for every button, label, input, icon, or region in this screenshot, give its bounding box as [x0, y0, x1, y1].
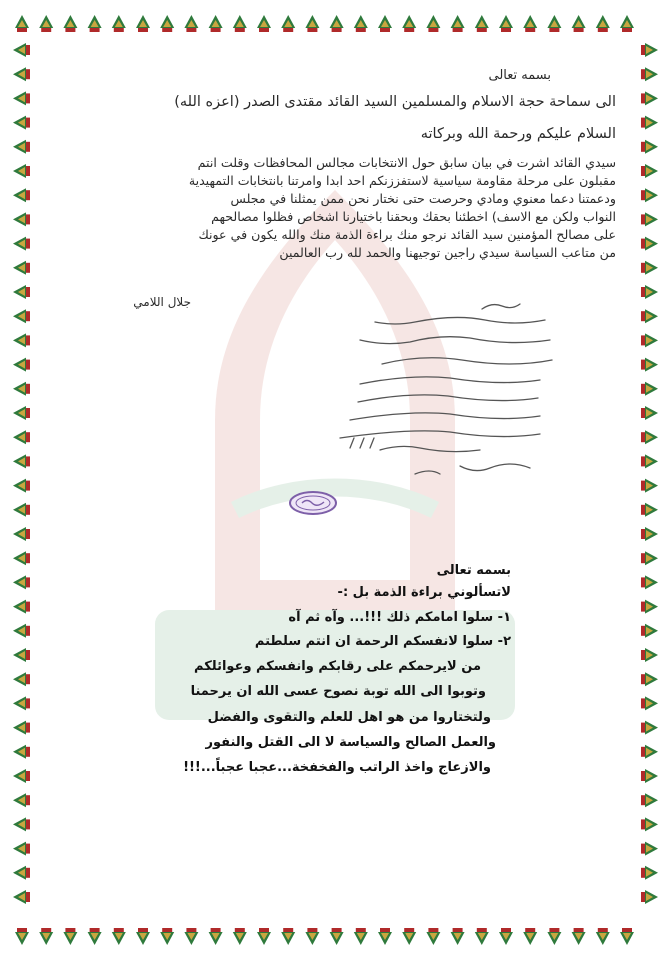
border-motif	[13, 769, 30, 783]
letter-body-line: مقبلون على مرحلة مقاومة سياسية لاستفززنكم احد ابدا وامرتنا بانتخابات التمهيدية	[188, 173, 616, 188]
border-motif	[13, 140, 30, 154]
border-motif	[378, 15, 392, 32]
border-motif	[620, 15, 634, 32]
border-motif	[641, 672, 658, 686]
border-motif	[641, 333, 658, 347]
border-motif	[641, 745, 658, 759]
border-motif	[641, 164, 658, 178]
border-motif	[547, 15, 561, 32]
border-motif	[641, 648, 658, 662]
border-motif	[15, 15, 29, 32]
border-motif	[281, 928, 295, 945]
border-motif	[641, 116, 658, 130]
border-motif	[641, 358, 658, 372]
border-motif	[13, 600, 30, 614]
border-motif	[641, 624, 658, 638]
border-motif	[13, 406, 30, 420]
letter-signature: جلال اللامي	[133, 295, 191, 309]
border-motif	[13, 551, 30, 565]
border-motif	[547, 928, 561, 945]
border-motif	[451, 928, 465, 945]
border-motif	[641, 188, 658, 202]
border-motif	[596, 15, 610, 32]
border-motif	[641, 527, 658, 541]
letter-body-line: سيدي القائد اشرت في بيان سابق حول الانتخابات مجالس المحافظات وقلت انتم	[197, 155, 616, 170]
border-motif	[13, 842, 30, 856]
border-motif	[330, 15, 344, 32]
border-motif	[641, 600, 658, 614]
border-motif	[13, 285, 30, 299]
reply-line: ولتختاروا من هو اهل للعلم والتقوى والفضل	[207, 710, 491, 725]
border-motif	[281, 15, 295, 32]
border-motif	[354, 15, 368, 32]
border-motif	[451, 15, 465, 32]
border-motif	[641, 503, 658, 517]
handwritten-reply-image	[290, 298, 570, 488]
border-motif	[13, 696, 30, 710]
border-motif	[305, 15, 319, 32]
reply-line: من لايرحمكم على رقابكم وانفسكم وعوائلكم	[194, 659, 481, 674]
border-motif	[257, 928, 271, 945]
seal-stamp	[288, 490, 338, 516]
border-motif	[13, 91, 30, 105]
border-motif	[641, 261, 658, 275]
reply-line: ٢- سلوا لانفسكم الرحمة ان انتم سلطتم	[254, 634, 511, 649]
border-motif	[209, 928, 223, 945]
letter-body-line: على مصالح المؤمنين سيد القائد نرجو منك براءة الذمة منك والله يكون في عونك	[198, 227, 616, 242]
border-motif	[136, 15, 150, 32]
border-motif	[13, 721, 30, 735]
border-motif	[13, 624, 30, 638]
border-motif	[13, 116, 30, 130]
border-motif	[641, 406, 658, 420]
letter-body-line: من متاعب السياسة سيدي راجين توجيهنا والحمد لله رب العالمين	[279, 245, 616, 260]
border-motif	[13, 212, 30, 226]
border-motif	[88, 15, 102, 32]
letter-body	[56, 154, 616, 262]
border-motif	[160, 15, 174, 32]
border-motif	[209, 15, 223, 32]
border-motif	[499, 928, 513, 945]
border-motif	[641, 237, 658, 251]
border-motif	[523, 15, 537, 32]
border-motif	[641, 285, 658, 299]
border-motif	[13, 575, 30, 589]
border-motif	[641, 430, 658, 444]
border-motif	[330, 928, 344, 945]
border-motif	[641, 454, 658, 468]
border-motif	[641, 140, 658, 154]
border-motif	[13, 793, 30, 807]
border-motif	[13, 479, 30, 493]
reply-line: وتوبوا الى الله توبة نصوح عسى الله ان يرحمنا	[190, 684, 486, 699]
border-motif	[354, 928, 368, 945]
border-motif	[641, 793, 658, 807]
border-motif	[641, 866, 658, 880]
border-motif	[13, 454, 30, 468]
letter-greeting: السلام عليكم ورحمة الله وبركاته	[420, 126, 616, 142]
border-motif	[641, 91, 658, 105]
border-motif	[641, 696, 658, 710]
reply-line: ١- سلوا امامكم ذلك !!!... وآه ثم آه	[288, 610, 511, 625]
border-motif	[13, 237, 30, 251]
letter-addressee: الى سماحة حجة الاسلام والمسلمين السيد القائد مقتدى الصدر (اعزه الله)	[174, 94, 616, 110]
border-motif	[88, 928, 102, 945]
letter-basmala: بسمه تعالى	[488, 68, 551, 83]
border-motif	[233, 15, 247, 32]
border-motif	[641, 212, 658, 226]
border-motif	[13, 430, 30, 444]
border-motif	[641, 769, 658, 783]
border-motif	[641, 382, 658, 396]
border-motif	[641, 575, 658, 589]
border-motif	[305, 928, 319, 945]
border-motif	[378, 928, 392, 945]
border-motif	[13, 164, 30, 178]
border-motif	[160, 928, 174, 945]
border-motif	[233, 928, 247, 945]
border-motif	[641, 309, 658, 323]
border-motif	[63, 15, 77, 32]
border-motif	[620, 928, 634, 945]
border-motif	[13, 527, 30, 541]
border-motif	[641, 43, 658, 57]
border-motif	[13, 67, 30, 81]
border-motif	[13, 890, 30, 904]
border-motif	[572, 15, 586, 32]
border-motif	[641, 479, 658, 493]
border-motif	[641, 890, 658, 904]
border-motif	[13, 43, 30, 57]
reply-basmala: بسمه تعالى	[436, 563, 511, 578]
letter-body-line: ودعمتنا دعما معنوي ومادي وحرصت حتى نختار نحن ممن يمثلنا في مجلس	[230, 191, 616, 206]
border-motif	[402, 15, 416, 32]
border-motif	[641, 67, 658, 81]
border-motif	[641, 842, 658, 856]
border-motif	[426, 928, 440, 945]
border-motif	[136, 928, 150, 945]
border-motif	[13, 866, 30, 880]
border-motif	[13, 648, 30, 662]
border-motif	[39, 15, 53, 32]
reply-question: لاتسألوني براءة الذمة بل :-	[337, 585, 511, 600]
letter-body-line: النواب ولكن مع الاسف) اخطئنا بحقك وبحقنا باختيارنا اشخاص فظلوا مصالحهم	[211, 209, 616, 224]
border-motif	[184, 15, 198, 32]
border-motif	[112, 15, 126, 32]
border-motif	[641, 551, 658, 565]
border-motif	[475, 15, 489, 32]
border-motif	[426, 15, 440, 32]
border-motif	[13, 188, 30, 202]
border-motif	[15, 928, 29, 945]
border-motif	[641, 721, 658, 735]
border-motif	[13, 817, 30, 831]
reply-line: والعمل الصالح والسياسة لا الى القتل والنفور	[205, 735, 496, 750]
border-motif	[641, 817, 658, 831]
border-motif	[475, 928, 489, 945]
border-motif	[13, 261, 30, 275]
border-motif	[572, 928, 586, 945]
border-motif	[13, 333, 30, 347]
border-motif	[13, 309, 30, 323]
border-motif	[13, 358, 30, 372]
border-motif	[13, 745, 30, 759]
border-motif	[523, 928, 537, 945]
reply-line: والازعاج واخذ الراتب والفخفخة...عجبا عجباً...!!!	[183, 760, 491, 775]
border-motif	[596, 928, 610, 945]
border-motif	[184, 928, 198, 945]
border-motif	[112, 928, 126, 945]
border-motif	[63, 928, 77, 945]
border-motif	[13, 382, 30, 396]
border-motif	[257, 15, 271, 32]
border-motif	[13, 503, 30, 517]
border-motif	[39, 928, 53, 945]
border-motif	[402, 928, 416, 945]
border-motif	[499, 15, 513, 32]
border-motif	[13, 672, 30, 686]
